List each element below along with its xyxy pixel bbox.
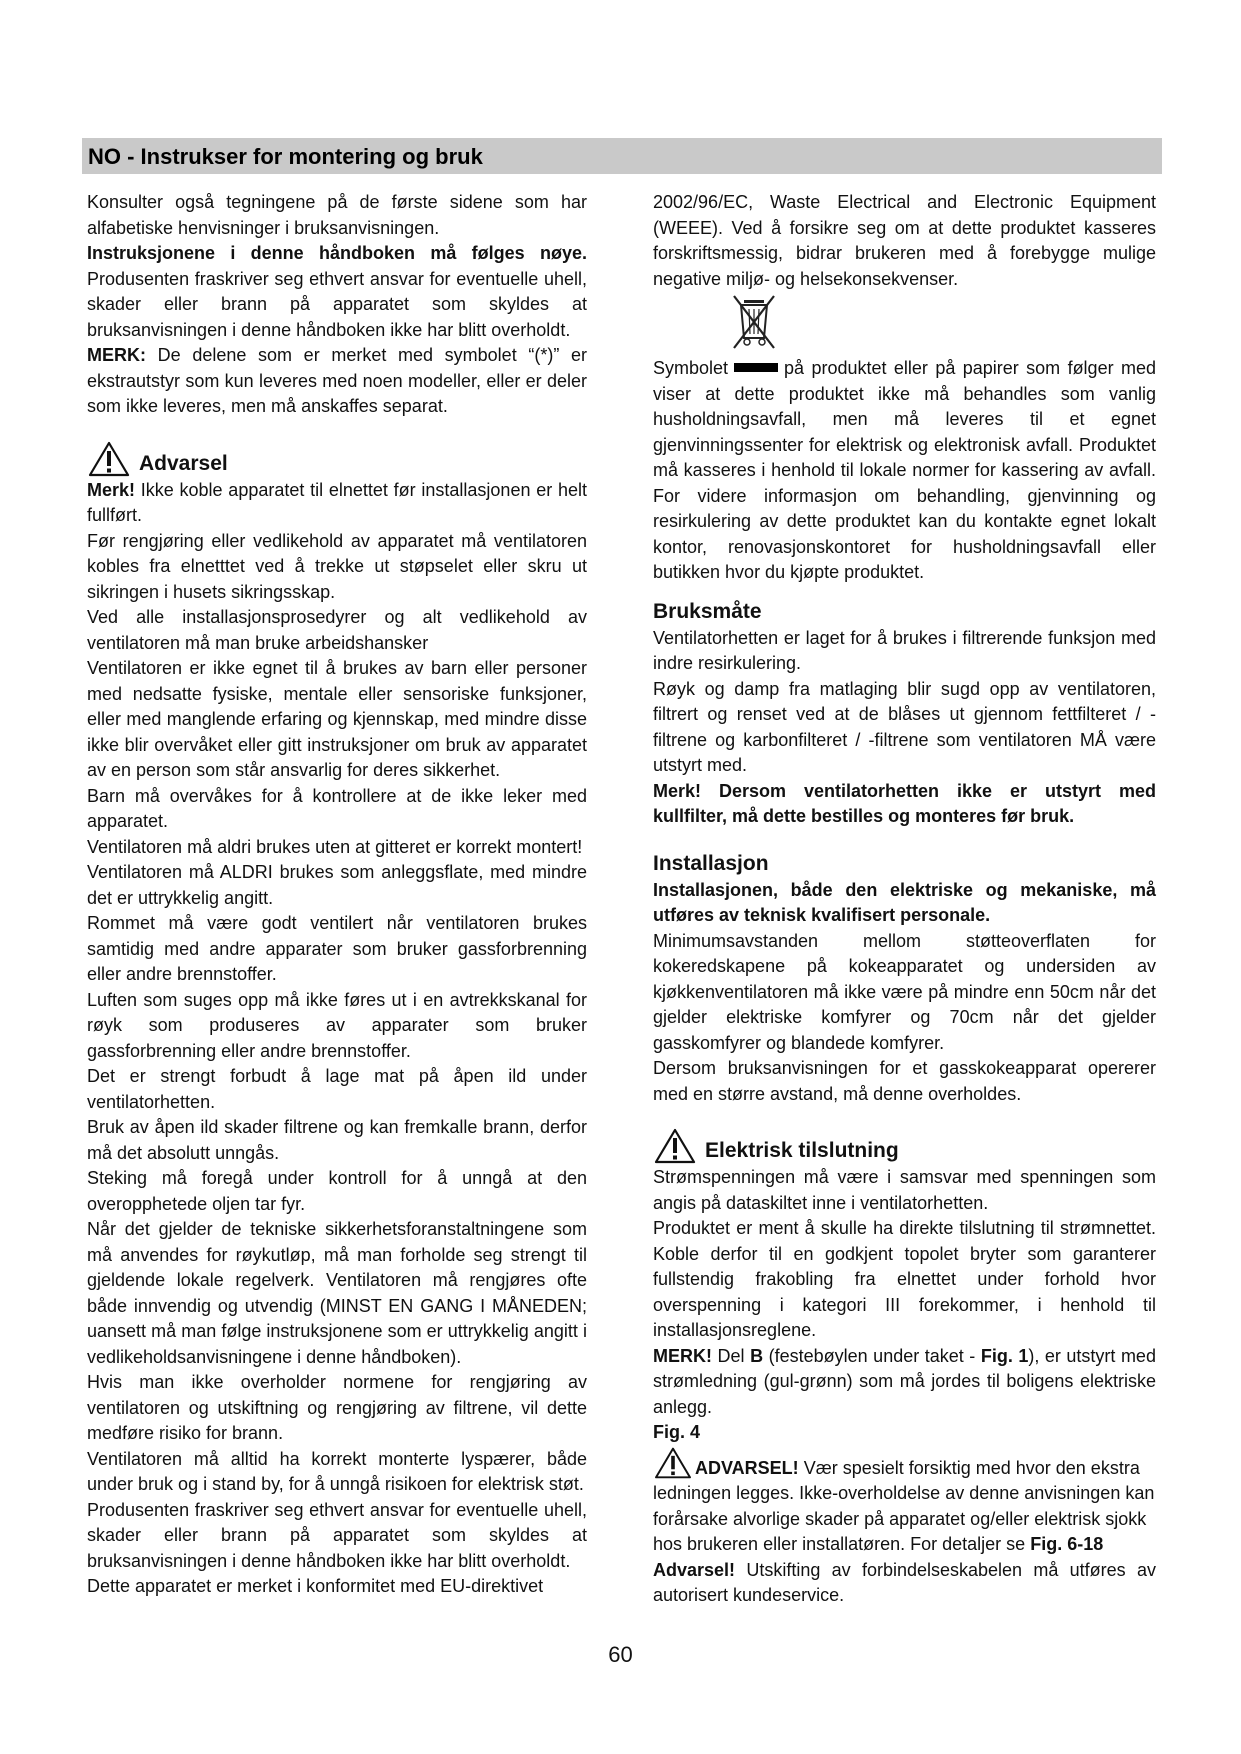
warning-paragraph: Steking må foregå under kontroll for å unngå at den overopphetede oljen tar fyr. (87, 1168, 587, 1214)
page-number: 60 (608, 1642, 633, 1667)
warning-triangle-icon (653, 1127, 697, 1165)
weee-paragraph: 2002/96/EC, Waste Electrical and Electronic Equipment (WEEE). Ved å forsikre seg om at dette produktet kasseres forskriftsmessig, bidrar brukeren med å forebygge mulige negative miljø- og helsekonsekvenser. (653, 192, 1156, 289)
note-paragraph (87, 343, 587, 420)
installation-heading: Installasjon (653, 851, 769, 875)
warning-title: Advarsel (139, 451, 228, 475)
installation-paragraph: Minimumsavstanden mellom støtteoverflaten for kokeredskapene på kokeapparatet og undersiden av kjøkkenventilatoren må ikke være på mindre enn 50cm når det gjelder elektriske komfyrer og 70cm når det gjelder gasskomfyrer og blandede komfyrer. (653, 930, 1156, 1053)
part-label: B (750, 1345, 764, 1366)
black-bar-symbol-icon (734, 363, 778, 372)
usage-paragraph: Røyk og damp fra matlaging blir sugd opp av ventilatoren, filtrert og renset ved at de blåses ut gjennom fettfilteret / -filtrene og karbonfilteret / -filtrene som ventilatoren MÅ være utstyrt med. (653, 678, 1156, 775)
warning-triangle-icon (653, 1446, 693, 1480)
weee-symbol-area (653, 292, 1156, 356)
warning-merk-paragraph (87, 478, 587, 529)
merk-text: Ikke koble apparatet til elnettet før installasjonen er helt fullført. (87, 479, 587, 525)
figure-reference: Fig. 1 (980, 1345, 1029, 1366)
advarsel2-paragraph (653, 1558, 1156, 1609)
text-fragment: ), er utstyrt med strømledning (gul-grønn) som må jordes til boligens elektriske anlegg. (653, 1345, 1156, 1417)
warning-paragraph: Når det gjelder de tekniske sikkerhetsforanstaltningene som må anvendes for røykutløp, må man forholde seg strengt til gjeldende lokale regelverk. Ventilatoren må rengjøres ofte både innvendig og utvendig (MINST EN GANG I MÅNEDEN; uansett må man følge instruksjonene som er uttrykkelig angitt i vedlikeholdsanvisningene i denne håndboken). (87, 1219, 587, 1367)
advarsel-text: Vær spesielt forsiktig med hvor den ekstra ledningen legges. Ikke-overholdelse av denne anvisningen kan forårsake alvorlige skader på apparatet og/eller elektrisk sjokk hos brukeren eller installatøren. For detaljer se (653, 1457, 1155, 1554)
disclaimer-text: Produsenten fraskriver seg ethvert ansvar for eventuelle uhell, skader eller brann på apparatet som skyldes at bruksanvisningen i denne håndboken ikke har blitt overholdt. (87, 268, 587, 340)
usage-paragraph: Ventilatorhetten er laget for å brukes i filtrerende funksjon med indre resirkulering. (653, 627, 1156, 673)
electric-paragraph: Strømspenningen må være i samsvar med spenningen som angis på dataskiltet inne i ventilatorhetten. (653, 1167, 1156, 1213)
right-column (653, 190, 1156, 1609)
figure-reference: Fig. 6-18 (1030, 1534, 1104, 1554)
warning-heading (87, 440, 587, 478)
note-text: De delene som er merket med symbolet “(*)” er ekstrautstyr som kun leveres med noen modeller, eller er deler som ikke leveres, men må anskaffes separat. (87, 345, 587, 416)
advarsel2-text: Utskifting av forbindelseskabelen må utføres av autorisert kundeservice. (653, 1559, 1156, 1605)
warning-paragraph: Produsenten fraskriver seg ethvert ansvar for eventuelle uhell, skader eller brann på apparatet som skyldes at bruksanvisningen i denne håndboken ikke har blitt overholdt. (87, 1499, 587, 1571)
advarsel-label: ADVARSEL! (695, 1457, 799, 1478)
warning-paragraph: Bruk av åpen ild skader filtrene og kan fremkalle brann, derfor må det absolutt unngås. (87, 1117, 587, 1163)
merk-label: Merk! (87, 479, 136, 500)
usage-note-bold: Merk! Dersom ventilatorhetten ikke er utstyrt med kullfilter, må dette bestilles og monteres før bruk. (653, 780, 1156, 826)
warning-triangle-icon (87, 440, 131, 478)
left-column (87, 190, 587, 1600)
figure-4-label: Fig. 4 (653, 1422, 701, 1442)
warning-paragraph: Hvis man ikke overholder normene for rengjøring av ventilatoren og utskiftning og rengjøring av filtrene, vil dette medføre risiko for brann. (87, 1372, 587, 1443)
intro-instructions (87, 241, 587, 343)
intro-paragraph: Konsulter også tegningene på de første sidene som har alfabetiske henvisninger i bruksanvisningen. (87, 192, 587, 238)
symbol-text: på produktet eller på papirer som følger med viser at dette produktet ikke må behandles som vanlig husholdningsavfall, men må leveres til et egnet gjenvinningssenter for elektrisk og elektronisk avfall. Produktet må kasseres i henhold til lokale normer for kassering av avfall. For videre informasjon om behandling, gjenvinning og resirkulering av dette produktet kan du kontakte egnet lokalt kontor, renovasjonskontoret for husholdningsavfall eller butikken hvor du kjøpte produktet. (653, 358, 1156, 582)
usage-heading: Bruksmåte (653, 599, 762, 623)
warning-paragraph: Ventilatoren må aldri brukes uten at gitteret er korrekt montert! (87, 836, 583, 857)
warning-paragraph: Ved alle installasjonsprosedyrer og alt vedlikehold av ventilatoren må man bruke arbeidshansker (87, 607, 587, 653)
warning-paragraph: Dette apparatet er merket i konformitet med EU-direktivet (87, 1576, 544, 1596)
warning-paragraph: Før rengjøring eller vedlikehold av apparatet må ventilatoren kobles fra elnetttet ved å trekke ut støpselet eller skru ut sikringen i husets sikringsskap. (87, 530, 587, 602)
warning-paragraph: Ventilatoren er ikke egnet til å brukes av barn eller personer med nedsatte fysiske, mentale eller sensoriske funksjoner, eller med manglende erfaring og kjennskap, med mindre disse ikke blir overvåket eller gitt instruksjoner om bruk av apparatet av en person som står ansvarlig for deres sikkerhet. (87, 658, 587, 780)
installation-paragraph: Dersom bruksanvisningen for et gasskokeapparat opererer med en større avstand, må denne overholdes. (653, 1058, 1156, 1104)
warning-paragraph: Ventilatoren må ALDRI brukes som anleggsflate, med mindre det er uttrykkelig angitt. (87, 862, 587, 908)
warning-paragraph: Barn må overvåkes for å kontrollere at de ikke leker med apparatet. (87, 785, 587, 831)
page-title: NO - Instrukser for montering og bruk (88, 144, 483, 169)
electric-heading (653, 1127, 1156, 1165)
installation-bold-note: Installasjonen, både den elektriske og mekaniske, må utføres av teknisk kvalifisert personale. (653, 879, 1156, 925)
merk-label: MERK! (653, 1345, 712, 1366)
symbol-paragraph (653, 356, 1156, 586)
text-fragment: (festebøylen under taket - (768, 1345, 976, 1366)
electric-title: Elektrisk tilslutning (705, 1139, 899, 1162)
warning-paragraph: Rommet må være godt ventilert når ventilatoren brukes samtidig med andre apparater som bruker gassforbrenning eller andre brennstoffer. (87, 913, 587, 984)
warning-paragraph: Luften som suges opp må ikke føres ut i en avtrekkskanal for røyk som produseres av apparater som bruker gassforbrenning eller andre brennstoffer. (87, 989, 587, 1061)
instructions-bold: Instruksjonene i denne håndboken må følges nøye. (87, 243, 587, 263)
warning-paragraph: Ventilatoren må alltid ha korrekt monterte lyspærer, både under bruk og i stand by, for å unngå risikoen for elektrisk støt. (87, 1448, 587, 1494)
electric-paragraph: Produktet er ment å skulle ha direkte tilslutning til strømnettet. Koble derfor til en godkjent topolet bryter som garanterer fullstendig frakobling fra elnettet under forhold hvor overspenning i kategori III forekommer, i henhold til installasjonsreglene. (653, 1218, 1156, 1340)
text-fragment: Del (717, 1345, 745, 1366)
warning-paragraph: Det er strengt forbudt å lage mat på åpen ild under ventilatorhetten. (87, 1066, 587, 1112)
electric-merk-paragraph (653, 1344, 1156, 1421)
note-label: MERK: (87, 345, 146, 365)
symbol-word: Symbolet (653, 358, 729, 378)
advarsel-paragraph (653, 1446, 1156, 1558)
crossed-bin-icon (728, 294, 780, 352)
advarsel2-label: Advarsel! (653, 1559, 736, 1580)
